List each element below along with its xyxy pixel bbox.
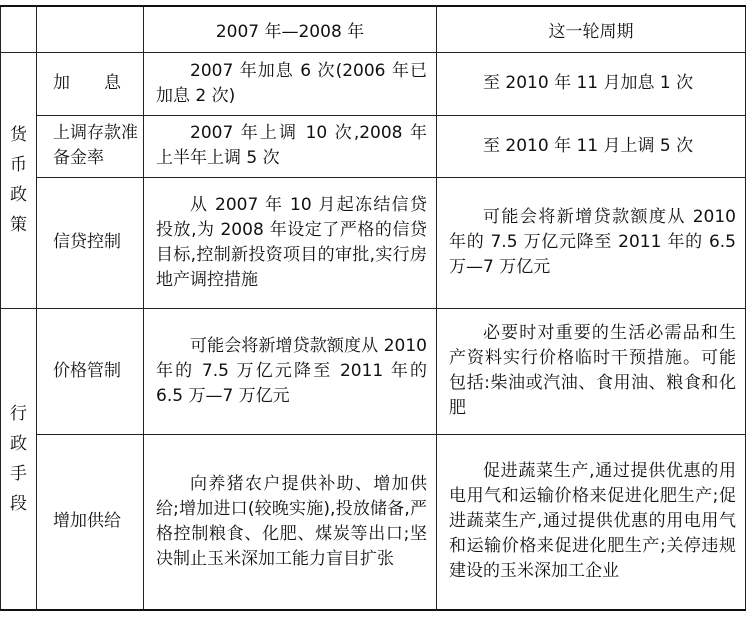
cell-current-rate-hike: 至 2010 年 11 月加息 1 次 — [437, 52, 746, 115]
cell-current-increase-supply: 促进蔬菜生产,通过提供优惠的用电用气和运输价格来促进化肥生产;促进蔬菜生产,通过提供优惠的用电用气和运输价格来促进化肥生产;关停违规建设的玉米深加工企业 — [437, 434, 746, 610]
table-row — [1, 115, 746, 177]
header-corner-cell — [1, 6, 37, 52]
row-label-increase-supply: 增加供给 — [37, 434, 144, 610]
header-row — [1, 6, 746, 52]
category-administrative-measures: 行 政 手 段 — [1, 308, 37, 610]
table-row — [1, 434, 746, 610]
row-label-credit-control: 信贷控制 — [37, 177, 144, 308]
cell-current-reserve-ratio: 至 2010 年 11 月上调 5 次 — [437, 115, 746, 177]
row-label-price-control: 价格管制 — [37, 308, 144, 434]
cell-2007-credit-control: 从 2007 年 10 月起冻结信贷投放,为 2008 年设定了严格的信贷目标,控制新投资项目的审批,实行房地产调控措施 — [144, 177, 437, 308]
cell-2007-increase-supply: 向养猪农户提供补助、增加供给;增加进口(较晚实施),投放储备,严格控制粮食、化肥、煤炭等出口;坚决制止玉米深加工能力盲目扩张 — [144, 434, 437, 610]
cell-2007-rate-hike: 2007 年加息 6 次(2006 年已加息 2 次) — [144, 52, 437, 115]
header-empty-cell — [37, 6, 144, 52]
table-row — [1, 308, 746, 434]
table-row — [1, 177, 746, 308]
table-row — [1, 52, 746, 115]
cell-2007-reserve-ratio: 2007 年上调 10 次,2008 年上半年上调 5 次 — [144, 115, 437, 177]
policy-comparison-table — [0, 5, 746, 611]
row-label-reserve-ratio: 上调存款准备金率 — [37, 115, 144, 177]
header-period-2007-2008: 2007 年—2008 年 — [144, 6, 437, 52]
row-label-rate-hike: 加 息 — [37, 52, 144, 115]
cell-current-credit-control: 可能会将新增贷款额度从 2010 年的 7.5 万亿元降至 2011 年的 6.5 万—7 万亿元 — [437, 177, 746, 308]
category-monetary-policy: 货 币 政 策 — [1, 52, 37, 308]
header-current-cycle: 这一轮周期 — [437, 6, 746, 52]
cell-2007-price-control: 可能会将新增贷款额度从 2010 年的 7.5 万亿元降至 2011 年的 6.5 万—7 万亿元 — [144, 308, 437, 434]
cell-current-price-control: 必要时对重要的生活必需品和生产资料实行价格临时干预措施。可能包括:柴油或汽油、食用油、粮食和化肥 — [437, 308, 746, 434]
